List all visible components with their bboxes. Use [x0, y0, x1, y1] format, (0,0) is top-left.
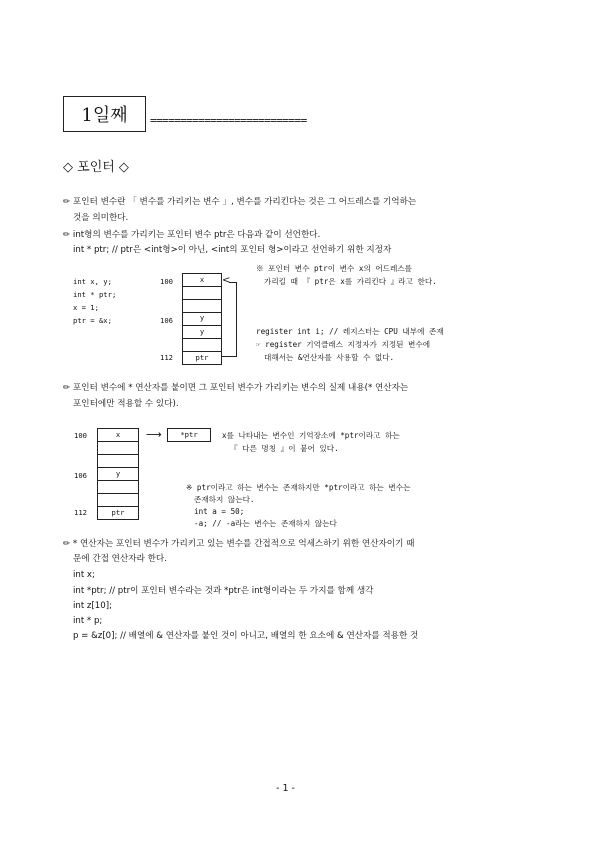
memory-cell-ptr: ptr [182, 351, 222, 365]
note1-line1: ※ 포인터 변수 ptr이 변수 x의 어드레스를 [256, 264, 413, 273]
code-line: x = 1; [73, 303, 99, 312]
memory-cell-y: y [97, 467, 139, 481]
address-label: 112 [74, 508, 87, 517]
address-label: 106 [74, 471, 87, 480]
title-rule: ========================== [150, 114, 307, 127]
para1-line4: int * ptr; // ptr은 <int형>이 아닌, <int의 포인터 형>이라고 선언하기 위한 지정자 [73, 245, 392, 255]
para3-line1: ✏ * 연산자는 포인터 변수가 가리키고 있는 변수를 간접적으로 억세스하기 위한 연산자이기 때 [63, 539, 415, 549]
memory-cell [182, 286, 222, 300]
memory-cell [97, 454, 139, 468]
memory-cell-y: y [199, 313, 205, 322]
section-heading: ◇ 포인터 ◇ [63, 160, 129, 175]
note2-line1: register int i; // 레지스터는 CPU 내부에 존재 [256, 327, 444, 336]
para1-line1: ✏ 포인터 변수란 「 변수를 가리키는 변수 」, 변수를 가리킨다는 것은 그 어드레스를 기억하는 [63, 197, 417, 207]
para1-line2: 것을 의미한다. [73, 213, 129, 223]
arrow-icon: ⟶ [146, 428, 162, 441]
code-line: int * ptr; [73, 290, 117, 299]
code-line: p = &z[0]; // 배열에 & 연산자를 붙인 것이 아니고, 배열의 한 요소에 & 연산자를 적용한 것 [73, 631, 419, 641]
code-line: int z[10]; [73, 601, 112, 611]
para3-line2: 문에 간접 연산자라 한다. [73, 554, 167, 564]
memory-cell-x: x [182, 273, 222, 287]
address-label: 106 [160, 316, 173, 325]
note-line2: 존재하지 않는다. [194, 495, 255, 504]
memory-cell [97, 441, 139, 455]
para1-line3: ✏ int형의 변수를 가리키는 포인터 변수 ptr은 다음과 같이 선언한다. [63, 230, 321, 240]
address-label: 112 [160, 353, 173, 362]
note-line4: -a; // -a라는 변수는 존재하지 않는다 [194, 519, 337, 528]
memory-cell [182, 338, 222, 352]
code-line: int x, y; [73, 277, 112, 286]
address-label: 100 [160, 277, 173, 286]
desc-line1: x를 나타내는 변수인 기억장소에 *ptr이라고 하는 [222, 431, 400, 440]
memory-cell-ptr: ptr [97, 506, 139, 520]
memory-cell [97, 480, 139, 494]
star-ptr-box: *ptr [167, 428, 211, 442]
note1-line2: 가리킬 때 『 ptr은 x를 가리킨다 』라고 한다. [264, 277, 437, 286]
note-line1: ※ ptr이라고 하는 변수는 존재하지만 *ptr이라고 하는 변수는 [186, 483, 411, 492]
memory-cell-x: x [97, 428, 139, 442]
note-line3: int a = 50; [194, 507, 245, 516]
memory-cell: y [182, 325, 222, 339]
page-number: - 1 - [276, 783, 295, 794]
desc-line2: 『 다른 명칭 』이 붙어 있다. [230, 444, 339, 453]
note2-line3: 대해서는 &연산자를 사용할 수 없다. [264, 353, 395, 362]
para2-line2: 포인터에만 적용할 수 있다). [73, 399, 179, 409]
para2-line1: ✏ 포인터 변수에 * 연산자를 붙이면 그 포인터 변수가 가리키는 변수의 실제 내용(* 연산자는 [63, 383, 409, 393]
day-title-box: 1일째 [63, 96, 146, 132]
memory-cell [97, 493, 139, 507]
code-line: int x; [73, 570, 95, 580]
note2-line2: ☞ register 기억클래스 지정자가 지정된 변수에 [256, 340, 431, 349]
code-line: int *ptr; // ptr이 포인터 변수라는 것과 *ptr은 int형이라는 두 가지를 함께 생각 [73, 586, 374, 596]
memory-cell [182, 299, 222, 313]
code-line: ptr = &x; [73, 316, 112, 325]
address-label: 100 [74, 431, 87, 440]
code-line: int * p; [73, 616, 103, 626]
